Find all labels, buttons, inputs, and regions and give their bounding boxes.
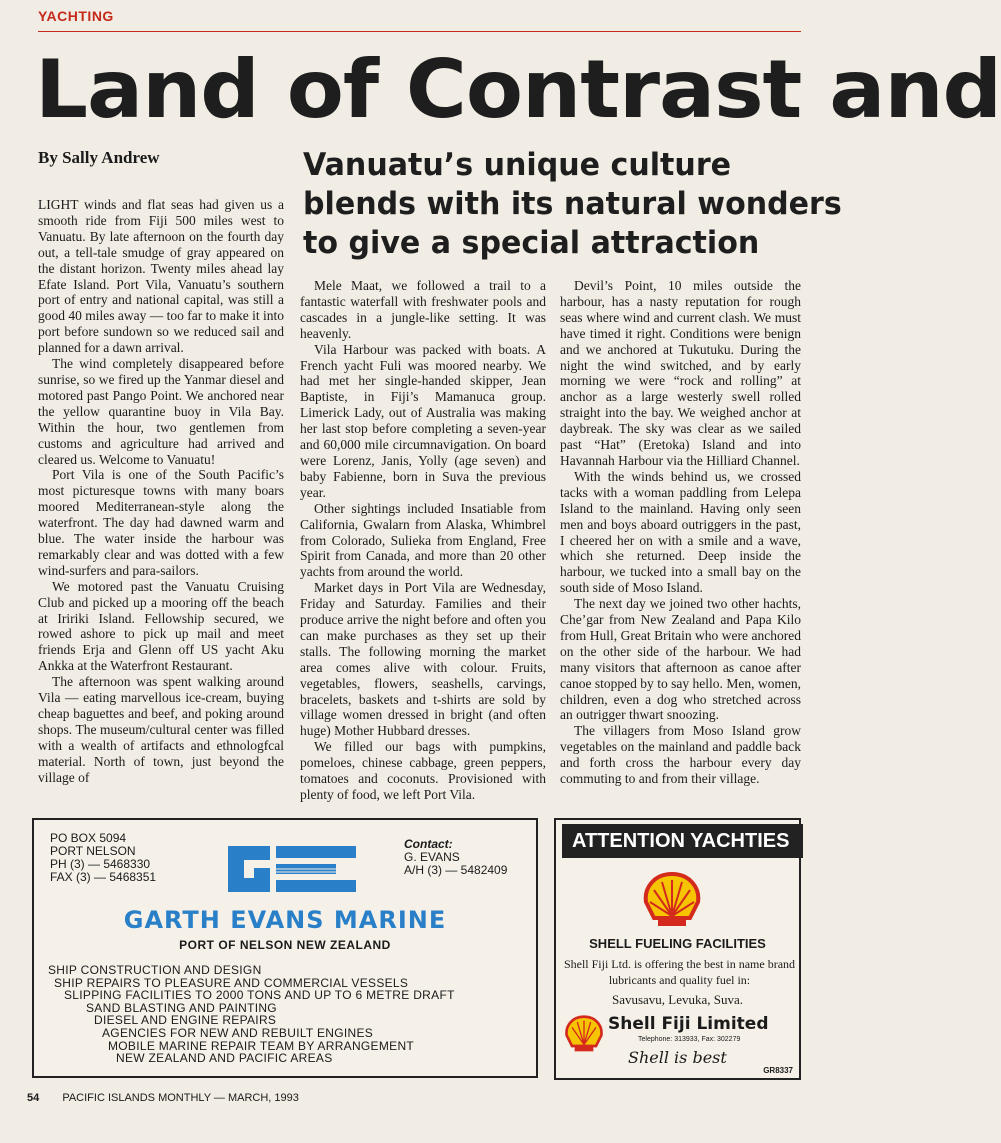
paragraph: The afternoon was spent walking around Vila — eating marvellous ice-cream, buying cheap baguettes and beef, and poking around shops. The museum/cultural center was filled with a wealth of artifacts and ethnologfcal material. North of town, just beyond the village of bbox=[38, 674, 284, 785]
publication-line: PACIFIC ISLANDS MONTHLY — MARCH, 1993 bbox=[62, 1092, 299, 1104]
advert-slogan: Shell is best bbox=[628, 1048, 727, 1067]
page-number: 54 bbox=[27, 1092, 40, 1104]
advert-banner: ATTENTION YACHTIES bbox=[562, 824, 803, 858]
paragraph: Port Vila is one of the South Pacific’s most picturesque towns with many boars moored Mediterranean-style along the waterfront. The day had dawned warm and blue. The water inside the harbour was remarkably clear and was dotted with a few wind-surfers and para-sailors. bbox=[38, 467, 284, 578]
paragraph: Other sightings included Insatiable from California, Gwalarn from Alaska, Whimbrel from Colorado, Sulieka from England, Free Spirit from Canada, and more than 20 other yachts from around the world. bbox=[300, 500, 546, 580]
advert-code: GR8337 bbox=[763, 1066, 793, 1075]
paragraph: The wind completely disappeared before sunrise, so we fired up the Yanmar diesel and motored past Pango Point. We anchored near the yellow quarantine buoy in Vila Bay. Within the hour, two gentlemen from customs and agriculture had arrived and cleared us. Welcome to Vanuatu! bbox=[38, 356, 284, 467]
shell-small-logo-icon bbox=[562, 1014, 606, 1054]
company-location: PORT OF NELSON NEW ZEALAND bbox=[179, 938, 391, 952]
paragraph: Market days in Port Vila are Wednesday, Friday and Saturday. Families and their produce arrive the night before and often you can make purchases as they set up their stalls. The following morning the market area comes alive with colour. Fruits, vegetables, flowers, seashells, carvings, bracelets, baskets and t-shirts are sold by village women dressed in bright (and often huge) Mother Hubbard dresses. bbox=[300, 580, 546, 739]
section-tag: YACHTING bbox=[38, 8, 114, 24]
address-line: PORT NELSON bbox=[50, 844, 136, 858]
service-line: MOBILE MARINE REPAIR TEAM BY ARRANGEMENT bbox=[108, 1038, 415, 1053]
address-line: FAX (3) — 5468351 bbox=[50, 870, 157, 884]
advert-phone: Telephone: 313933, Fax: 302279 bbox=[638, 1036, 741, 1043]
service-line: SHIP CONSTRUCTION AND DESIGN bbox=[48, 963, 262, 977]
advert-address bbox=[50, 832, 156, 884]
advert-title: SHELL FUELING FACILITIES bbox=[589, 936, 766, 951]
advert-shell bbox=[554, 818, 801, 1080]
paragraph: The villagers from Moso Island grow vegetables on the mainland and paddle back and forth cross the harbour every day commuting to and from their village. bbox=[560, 723, 801, 787]
service-line: DIESEL AND ENGINE REPAIRS bbox=[94, 1013, 277, 1028]
paragraph: We motored past the Vanuatu Cruising Club and picked up a mooring off the beach at Iririki Island. Fellowship secured, we rowed ashore to pick up mail and meet friends Erja and Glenn off US yacht Aku Ankka at the Waterfront Restaurant. bbox=[38, 578, 284, 674]
byline: By Sally Andrew bbox=[38, 148, 160, 167]
subheadline-line: to give a special attraction bbox=[303, 225, 760, 261]
contact-label: Contact: bbox=[404, 837, 453, 851]
service-line: SHIP REPAIRS TO PLEASURE AND COMMERCIAL VESSELS bbox=[54, 975, 409, 990]
service-line: SAND BLASTING AND PAINTING bbox=[86, 1000, 277, 1015]
subheadline-line: blends with its natural wonders bbox=[303, 186, 842, 222]
contact-line: G. EVANS bbox=[404, 850, 460, 864]
paragraph: The next day we joined two other hachts, Che’gar from New Zealand and Papa Kilo from Hull, Great Britain who were anchored on the other side of the harbour. We had many visitors that afternoon as canoe after canoe stopped by to say hello. Men, women, children, even a dog who stretched across an outrigger thwart snoozing. bbox=[560, 596, 801, 723]
service-line: AGENCIES FOR NEW AND REBUILT ENGINES bbox=[102, 1025, 374, 1040]
paragraph: Devil’s Point, 10 miles outside the harbour, has a nasty reputation for rough seas where wind and current clash. We must have timed it right. Conditions were benign and we anchored at Tukutuku. During the night the wind switched, and by early morning we were “rock and rolling” at anchor as a large westerly swell rolled straight into the bay. We weighed anchor at daybreak. The sky was clear as we sailed past “Hat” (Eretoka) Island and into Havannah Harbour via the Hilliard Channel. bbox=[560, 278, 801, 468]
service-line: SLIPPING FACILITIES TO 2000 TONS AND UP TO 6 METRE DRAFT bbox=[64, 988, 455, 1003]
contact-line: A/H (3) — 5482409 bbox=[404, 863, 508, 877]
headline: Land of Contrast and bbox=[35, 43, 1001, 136]
advert-places: Savusavu, Levuka, Suva. bbox=[611, 992, 744, 1007]
article-column-1 bbox=[38, 197, 284, 785]
paragraph: Vila Harbour was packed with boats. A French yacht Fuli was moored nearby. We had met her single-handed skipper, Jean Baptiste, in Fiji’s Mamanuca group. Limerick Lady, out of Australia was making her last stop before completing a seven-year and 60,000 mile circumnavigation. On board were Lorenz, Janis, Yolly (age seven) and baby Fabienne, born in Suva the previous year. bbox=[300, 341, 546, 500]
address-line: PO BOX 5094 bbox=[50, 831, 127, 845]
subheadline bbox=[303, 146, 842, 263]
services-list bbox=[48, 964, 455, 1065]
paragraph: LIGHT winds and flat seas had given us a smooth ride from Fiji 500 miles west to Vanuatu. By late afternoon on the fourth day out, a tell-tale smudge of gray appeared on the distant horizon. Twenty miles ahead lay Efate Island. Port Vila, Vanuatu’s southern port of entry and national capital, was still a good 40 miles away — too far to make it into port before sundown so we reduced sail and planned for a dawn arrival. bbox=[38, 197, 284, 356]
paragraph: With the winds behind us, we crossed tacks with a woman paddling from Lelepa Island to the mainland. Having only seen men and boys aboard outriggers in the past, I cheered her on with a smile and a wave, which she returned. Deep inside the harbour, we tucked into a small bay on the south side of Moso Island. bbox=[560, 468, 801, 596]
subheadline-line: Vanuatu’s unique culture bbox=[303, 147, 732, 183]
advert-brand: Shell Fiji Limited bbox=[608, 1014, 769, 1034]
page-footer bbox=[27, 1092, 299, 1104]
service-line: NEW ZEALAND AND PACIFIC AREAS bbox=[116, 1051, 333, 1066]
article-column-3 bbox=[560, 278, 801, 787]
article-column-2 bbox=[300, 278, 546, 802]
section-rule bbox=[38, 31, 801, 32]
paragraph: We filled our bags with pumpkins, pomeloes, chinese cabbage, green peppers, tomatoes and coconuts. Provisioned with plenty of food, we left Port Vila. bbox=[300, 739, 546, 802]
shell-logo-icon bbox=[640, 870, 704, 930]
advert-body: Shell Fiji Ltd. is offering the best in name brand lubricants and quality fuel in: bbox=[563, 957, 796, 987]
address-line: PH (3) — 5468330 bbox=[50, 857, 151, 871]
advert-contact bbox=[404, 838, 507, 877]
ge-logo-icon bbox=[228, 844, 356, 894]
company-name: GARTH EVANS MARINE bbox=[123, 906, 447, 934]
paragraph: Mele Maat, we followed a trail to a fantastic waterfall with freshwater pools and cascades in a jungle-like setting. It was heavenly. bbox=[300, 278, 546, 341]
advert-garth-evans-marine bbox=[32, 818, 538, 1078]
